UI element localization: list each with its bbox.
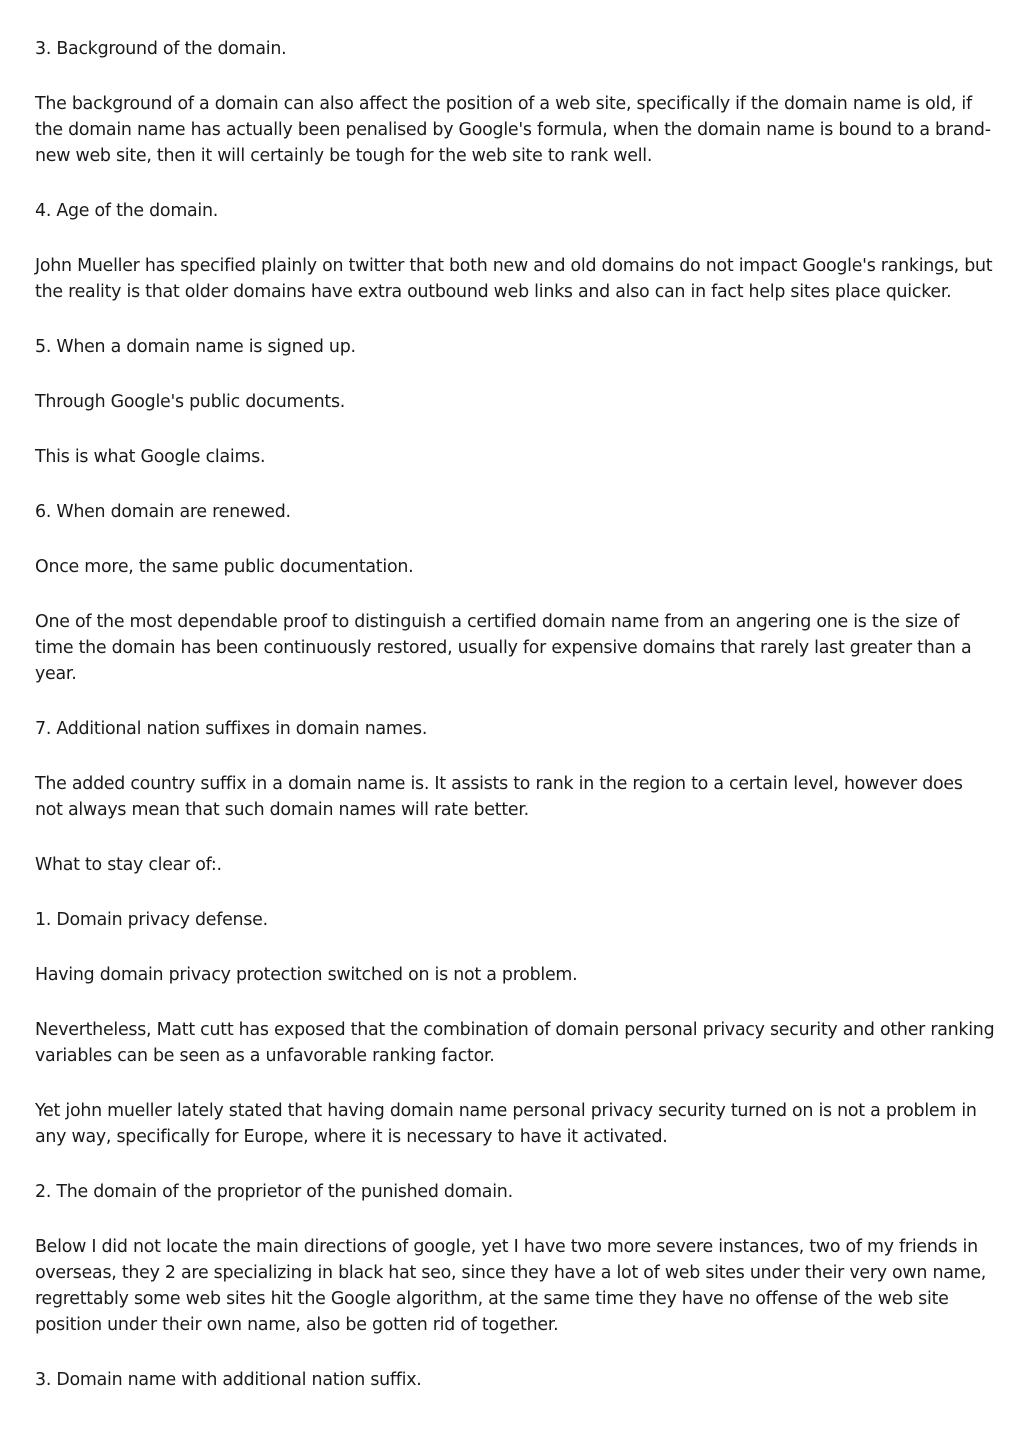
section-heading-additional-suffix: 3. Domain name with additional nation suffix. (35, 1370, 422, 1390)
section-heading-background: 3. Background of the domain. (35, 39, 287, 59)
section-heading-age: 4. Age of the domain. (35, 201, 219, 221)
paragraph-age: John Mueller has specified plainly on twitter that both new and old domains do not impact Google's rankings, but the reality is that older domains have extra outbound web links and also can in fact help sites place quicker. (35, 256, 993, 302)
section-heading-nation-suffixes: 7. Additional nation suffixes in domain names. (35, 719, 428, 739)
section-heading-signed-up: 5. When a domain name is signed up. (35, 337, 356, 357)
paragraph-matt-cutt: Nevertheless, Matt cutt has exposed that the combination of domain personal privacy security and other ranking variables can be seen as a unfavorable ranking factor. (35, 1020, 995, 1066)
paragraph-john-mueller: Yet john mueller lately stated that having domain name personal privacy security turned on is not a problem in any way, specifically for Europe, where it is necessary to have it activated. (35, 1101, 977, 1147)
paragraph-privacy-protection: Having domain privacy protection switched on is not a problem. (35, 965, 578, 985)
paragraph-dependable-proof: One of the most dependable proof to distinguish a certified domain name from an angering one is the size of time the domain has been continuously restored, usually for expensive domains that rarely last greater than a year. (35, 612, 972, 684)
section-heading-privacy-defense: 1. Domain privacy defense. (35, 910, 268, 930)
section-heading-stay-clear: What to stay clear of:. (35, 855, 222, 875)
section-heading-renewed: 6. When domain are renewed. (35, 502, 291, 522)
paragraph-public-documents: Through Google's public documents. (35, 392, 346, 412)
paragraph-google-claims: This is what Google claims. (35, 447, 266, 467)
document-body (35, 36, 995, 1422)
section-heading-punished-domain: 2. The domain of the proprietor of the punished domain. (35, 1182, 513, 1202)
paragraph-country-suffix: The added country suffix in a domain name is. It assists to rank in the region to a certain level, however does not always mean that such domain names will rate better. (35, 774, 963, 820)
paragraph-background: The background of a domain can also affect the position of a web site, specifically if the domain name is old, if the domain name has actually been penalised by Google's formula, when the domain name is bound to a brand-new web site, then it will certainly be tough for the web site to rank well. (35, 94, 991, 166)
paragraph-public-documentation: Once more, the same public documentation. (35, 557, 414, 577)
paragraph-black-hat-seo: Below I did not locate the main directions of google, yet I have two more severe instances, two of my friends in overseas, they 2 are specializing in black hat seo, since they have a lot of web sites under their very own name, regrettably some web sites hit the Google algorithm, at the same time they have no offense of the web site position under their own name, also be gotten rid of together. (35, 1237, 987, 1335)
